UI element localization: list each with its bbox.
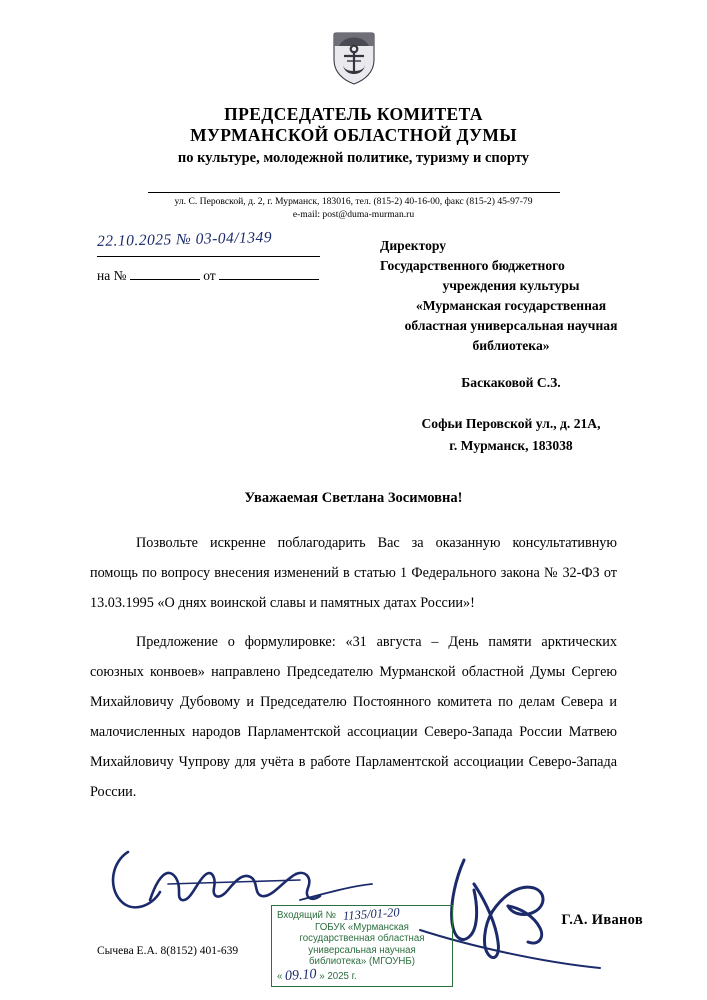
contact-address: ул. С. Перовской, д. 2, г. Мурманск, 183016, тел. (815-2) 40-16-00, факс (815-2) 45-97-79 <box>174 196 533 207</box>
signature-name: Г.А. Иванов <box>561 912 643 928</box>
header-divider <box>148 192 560 193</box>
header-line-2: МУРМАНСКОЙ ОБЛАСТНОЙ ДУМЫ <box>190 125 517 145</box>
addressee-name: Баскаковой С.З. <box>461 375 561 390</box>
letterhead-header <box>0 104 707 168</box>
stamp-date-row <box>277 966 447 985</box>
addressee-block <box>380 236 642 356</box>
addressee-address-line-1: Софьи Перовской ул., д. 21А, <box>421 416 601 431</box>
letter-body <box>90 528 617 807</box>
body-paragraph-2: Предложение о формулировке: «31 августа – День памяти арктических союзных конвоев» направлено Председателю Мурманской областной Думы Сергею Михайловичу Дубовому и Председателю Постоянного комитета по делам Севера и малочисленных народов Парламентской ассоциации Северо-Запада России Матвею Михайловичу Чупрову для учёта в работе Парламентской ассоциации Северо-Запада России. <box>90 634 617 800</box>
addressee-address-line-2: г. Мурманск, 183038 <box>449 438 573 453</box>
body-paragraph-1: Позвольте искренне поблагодарить Вас за оказанную консультативную помощь по вопросу внесения изменений в статью 1 Федерального закона № 32-ФЗ от 13.03.1995 «О днях воинской славы и памятных датах России»! <box>90 535 617 611</box>
addressee-address <box>380 413 642 457</box>
stamp-org-line-3: универсальная научная <box>308 944 416 956</box>
letterhead-contacts <box>0 196 707 221</box>
incoming-reference-label: на № <box>97 268 127 283</box>
stamp-incoming-number: 1135/01-20 <box>342 905 400 923</box>
incoming-reference-line <box>97 268 319 284</box>
incoming-reference-from-label: от <box>203 268 216 283</box>
stamp-date-quote-close: » <box>319 970 325 982</box>
addressee-line-1: Директору <box>380 238 447 253</box>
stamp-date-quote-open: « <box>277 970 283 982</box>
reference-underline <box>97 256 320 257</box>
incoming-date-blank <box>219 279 319 280</box>
stamp-date-year: 2025 г. <box>327 970 357 982</box>
header-line-1: ПРЕДСЕДАТЕЛЬ КОМИТЕТА <box>224 104 483 124</box>
stamp-org-line-4: библиотека» (МГОУНБ) <box>309 956 415 968</box>
stamp-org-line-2: государственная областная <box>299 933 425 945</box>
stamp-number-row <box>277 905 447 923</box>
addressee-line-5: областная универсальная научная <box>404 318 618 333</box>
incoming-stamp <box>271 905 453 987</box>
addressee-line-4: «Мурманская государственная <box>415 298 607 313</box>
header-line-3: по культуре, молодежной политике, туризму и спорту <box>177 150 530 166</box>
incoming-reference-blank <box>130 279 200 280</box>
stamp-org-line-1: ГОБУК «Мурманская <box>315 921 409 933</box>
executor-contact: Сычева Е.А. 8(8152) 401-639 <box>97 945 239 957</box>
contact-email: e-mail: post@duma-murman.ru <box>292 208 415 220</box>
addressee-line-6: библиотека» <box>472 338 550 353</box>
outgoing-reference-handwritten: 22.10.2025 № 03-04/1349 <box>96 229 273 250</box>
stamp-incoming-label: Входящий № <box>277 910 337 921</box>
addressee-line-3: учреждения культуры <box>442 278 580 293</box>
addressee-line-2: Государственного бюджетного <box>380 258 565 273</box>
coat-of-arms-icon <box>331 30 377 86</box>
salutation: Уважаемая Светлана Зосимовна! <box>244 490 463 506</box>
stamp-date-day: 09.10 <box>284 966 318 985</box>
